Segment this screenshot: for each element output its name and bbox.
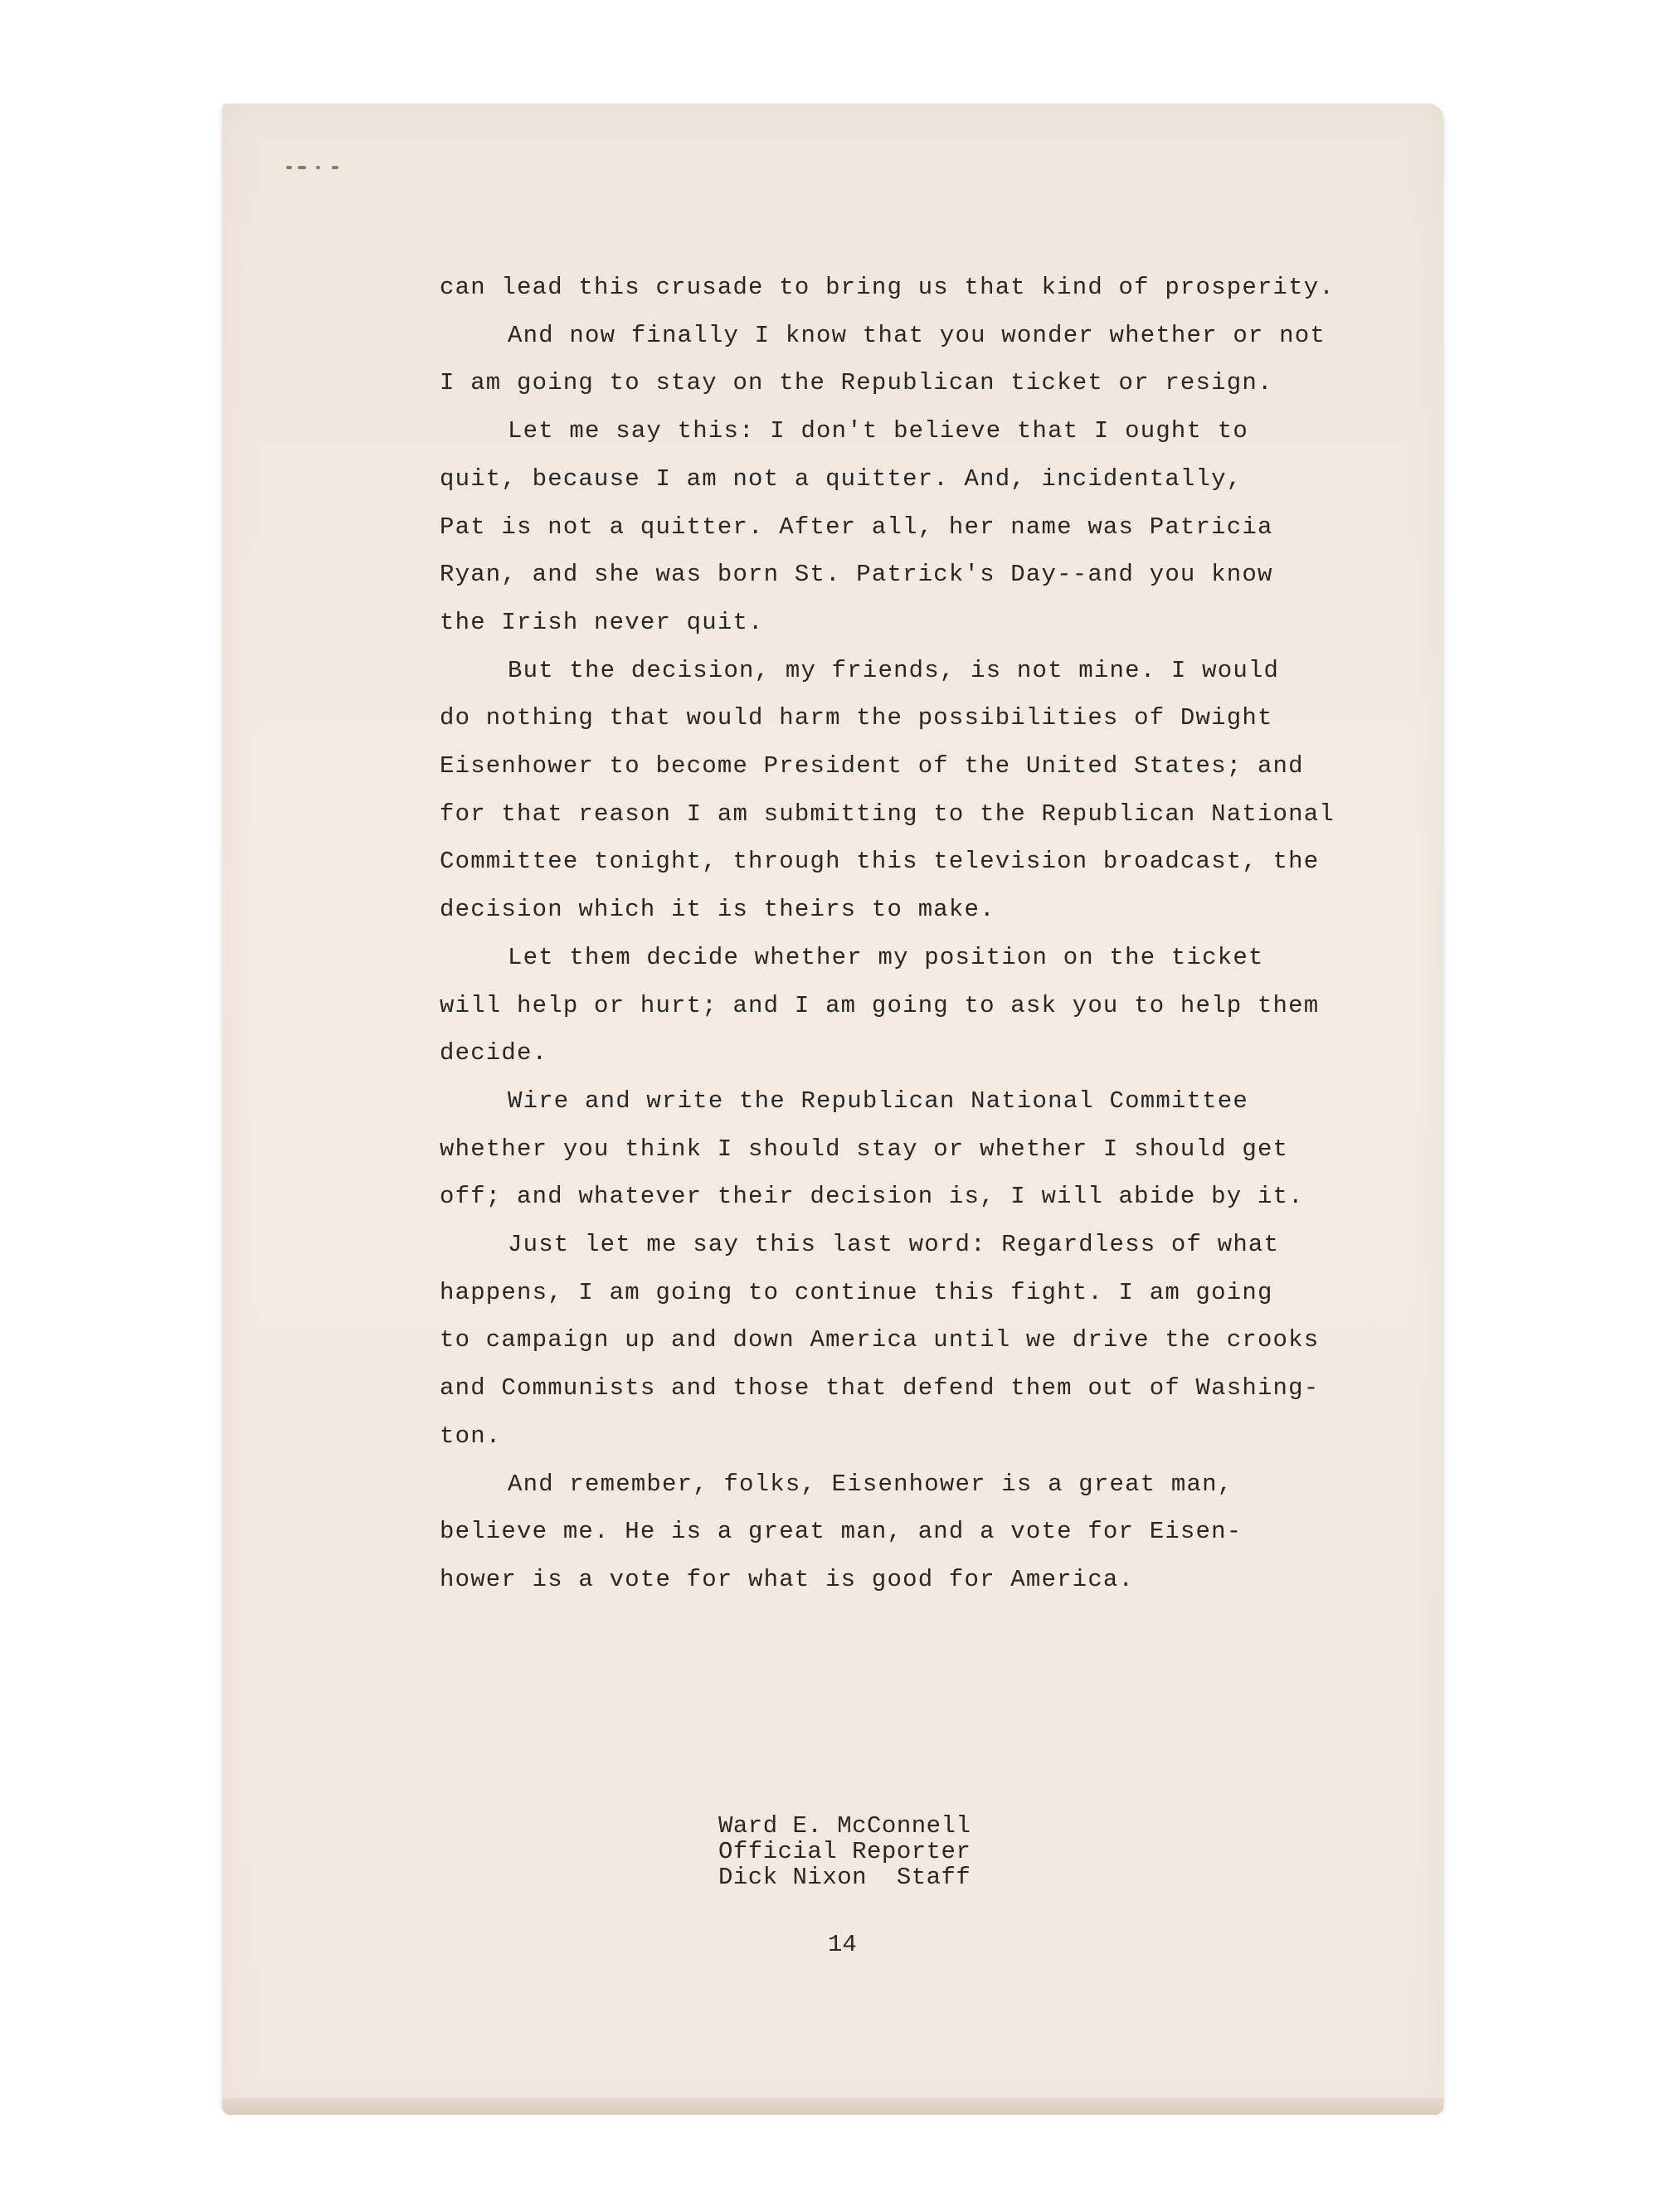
signature-block xyxy=(718,1813,971,1890)
text-line: do nothing that would harm the possibilities of Dwight xyxy=(440,704,1273,732)
stray-ink-marks xyxy=(286,164,361,173)
text-line: I am going to stay on the Republican ticket or resign. xyxy=(440,369,1273,397)
text-line: Let them decide whether my position on the ticket xyxy=(508,943,1264,971)
text-line: Ryan, and she was born St. Patrick's Day--and you know xyxy=(440,561,1273,589)
text-line: off; and whatever their decision is, I will abide by it. xyxy=(440,1183,1304,1211)
text-line: can lead this crusade to bring us that kind of prosperity. xyxy=(440,274,1335,301)
text-line: Committee tonight, through this television broadcast, the xyxy=(440,848,1320,876)
text-line: Let me say this: I don't believe that I ought to xyxy=(508,417,1248,445)
text-line: for that reason I am submitting to the Republican National xyxy=(440,800,1335,828)
text-line: happens, I am going to continue this fight. I am going xyxy=(440,1278,1273,1306)
text-line: believe me. He is a great man, and a vote for Eisen- xyxy=(440,1518,1243,1546)
text-line: whether you think I should stay or whether I should get xyxy=(440,1135,1289,1163)
signature-org: Dick Nixon Staff xyxy=(718,1864,971,1891)
text-line: decide. xyxy=(440,1039,548,1067)
text-line: Eisenhower to become President of the United States; and xyxy=(440,752,1304,780)
text-line: Wire and write the Republican National Committee xyxy=(508,1087,1248,1115)
text-line: the Irish never quit. xyxy=(440,608,764,636)
text-line: and Communists and those that defend them out of Washing- xyxy=(440,1374,1320,1403)
page-edge-shadow xyxy=(222,2098,1443,2115)
text-line: Pat is not a quitter. After all, her name was Patricia xyxy=(440,513,1273,541)
text-line: quit, because I am not a quitter. And, incidentally, xyxy=(440,464,1243,493)
text-line: to campaign up and down America until we drive the crooks xyxy=(440,1326,1320,1354)
text-line: decision which it is theirs to make. xyxy=(440,896,995,924)
signature-title: Official Reporter xyxy=(718,1838,971,1865)
text-line: Just let me say this last word: Regardless of what xyxy=(508,1231,1280,1259)
text-line: And remember, folks, Eisenhower is a great man, xyxy=(508,1470,1233,1498)
text-line: And now finally I know that you wonder whether or not xyxy=(508,321,1326,349)
text-line: will help or hurt; and I am going to ask you to help them xyxy=(440,991,1320,1019)
speech-text xyxy=(440,264,1335,1604)
signature-name: Ward E. McConnell xyxy=(718,1812,971,1840)
page-number: 14 xyxy=(828,1931,857,1958)
text-line: But the decision, my friends, is not mine. I would xyxy=(508,656,1280,684)
text-line: ton. xyxy=(440,1422,502,1450)
text-line: hower is a vote for what is good for America. xyxy=(440,1565,1135,1593)
